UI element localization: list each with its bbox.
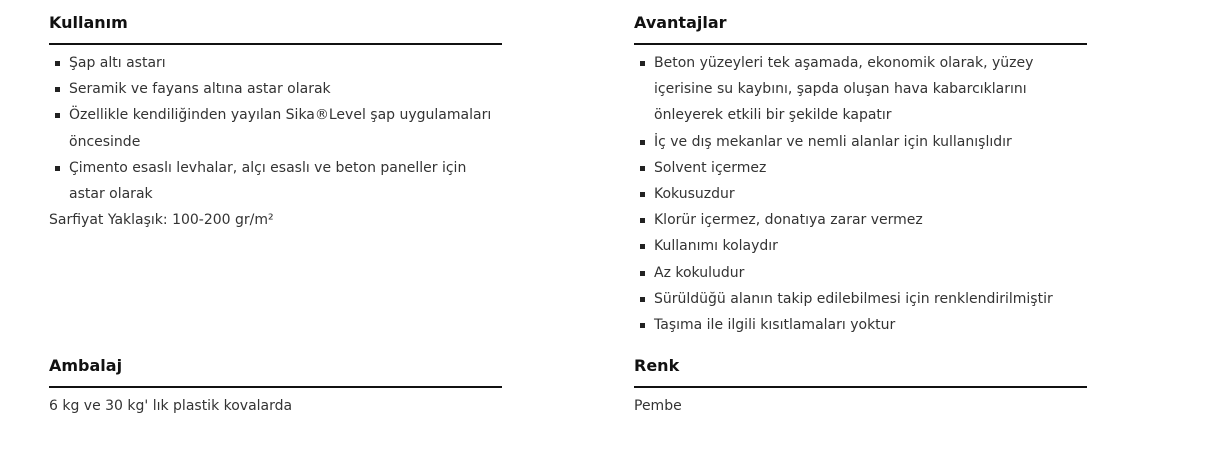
packaging-text: 6 kg ve 30 kg' lık plastik kovalarda — [49, 398, 293, 414]
usage-list — [49, 50, 502, 207]
advantages-list — [634, 50, 1087, 338]
section-heading: Avantajlar — [634, 0, 1087, 45]
list-item: Solvent içermez — [634, 155, 1047, 181]
list-item: Özellikle kendiliğinden yayılan Sika®Level şap uygulamaları öncesinde — [49, 102, 502, 154]
list-item: İç ve dış mekanlar ve nemli alanlar için kullanışlıdır — [634, 129, 1047, 155]
list-item: Şap altı astarı — [49, 50, 502, 76]
list-item: Kokusuzdur — [634, 181, 1047, 207]
section-renk — [634, 343, 1087, 419]
list-item: Beton yüzeyleri tek aşamada, ekonomik olarak, yüzey içerisine su kaybını, şapda oluşan hava kabarcıklarını önleyerek etkili bir şekilde kapatır — [634, 50, 1047, 129]
list-item: Az kokuludur — [634, 260, 1047, 286]
list-item: Sürüldüğü alanın takip edilebilmesi için renklendirilmiştir — [634, 286, 1047, 312]
section-heading: Ambalaj — [49, 343, 502, 388]
list-item: Taşıma ile ilgili kısıtlamaları yoktur — [634, 312, 1047, 338]
list-item: Seramik ve fayans altına astar olarak — [49, 76, 502, 102]
section-avantajlar — [634, 0, 1087, 338]
color-text: Pembe — [634, 398, 682, 414]
section-kullanim — [49, 0, 502, 233]
section-ambalaj — [49, 343, 502, 419]
consumption-note: Sarfiyat Yaklaşık: 100-200 gr/m² — [49, 212, 274, 229]
section-heading: Renk — [634, 343, 1087, 388]
list-item: Kullanımı kolaydır — [634, 233, 1047, 259]
list-item: Klorür içermez, donatıya zarar vermez — [634, 207, 1047, 233]
section-heading: Kullanım — [49, 0, 502, 45]
list-item: Çimento esaslı levhalar, alçı esaslı ve beton paneller için astar olarak — [49, 155, 502, 207]
